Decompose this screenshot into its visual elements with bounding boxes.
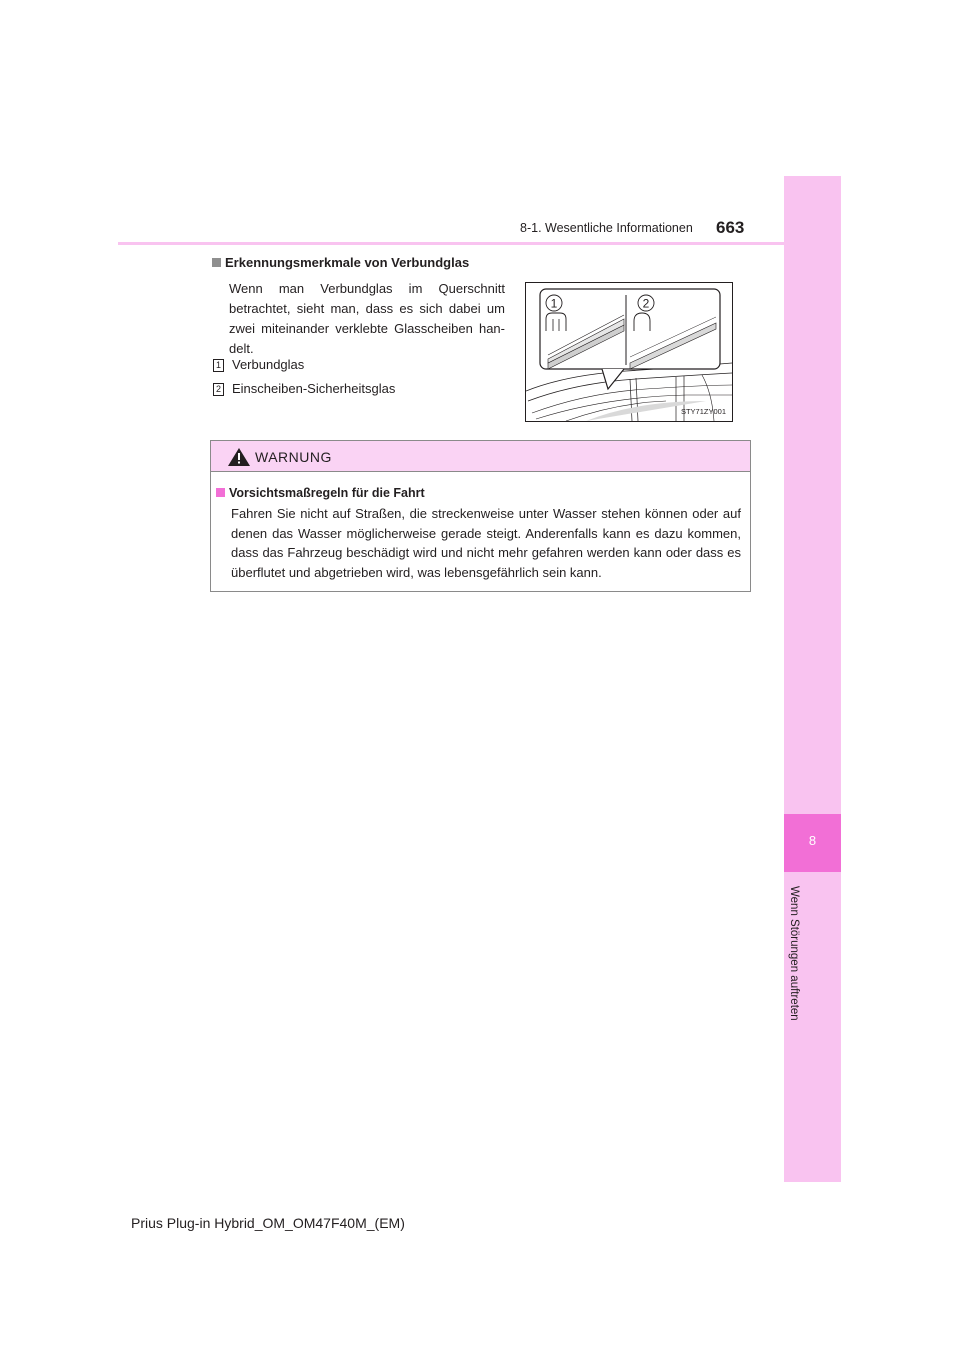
warning-subheading	[216, 486, 425, 500]
warning-title: WARNUNG	[255, 449, 332, 465]
bullet-square-icon	[212, 258, 221, 267]
warning-header	[211, 441, 750, 472]
callout-label: Einscheiben-Sicherheitsglas	[232, 381, 396, 396]
header-divider	[118, 242, 841, 245]
callout-number-icon: 1	[213, 359, 224, 372]
warning-text: Fahren Sie nicht auf Straßen, die streckenweise unter Wasser stehen können oder auf denen das Wasser möglicherweise gerade steigt. Anderenfalls kann es dazu kommen, dass das Fahrzeug beschädigt wird und nicht mehr gefahren werden kann oder dass es überflutet und abgetrieben wird, was lebensgefährlich sein kann.	[231, 506, 741, 580]
chapter-side-tab	[784, 176, 841, 1182]
warning-box	[210, 440, 751, 592]
figure-marker-1: 1	[550, 296, 558, 311]
callout-number-icon: 2	[213, 383, 224, 396]
callout-item-1	[213, 357, 304, 372]
section-paragraph: Wenn man Verbundglas im Querschnitt betrachtet, sieht man, dass es sich dabei um zwei miteinander verklebte Glasscheiben han-delt.	[229, 281, 505, 356]
chapter-title: Wenn Störungen auftreten	[788, 886, 800, 1021]
warning-subheading-text: Vorsichtsmaßregeln für die Fahrt	[229, 486, 425, 500]
section-heading-text: Erkennungsmerkmale von Verbundglas	[225, 255, 470, 270]
chapter-number-tab	[784, 814, 841, 872]
callout-label: Verbundglas	[232, 357, 305, 372]
section-heading	[212, 255, 469, 270]
bullet-square-icon	[216, 488, 225, 497]
document-footer: Prius Plug-in Hybrid_OM_OM47F40M_(EM)	[131, 1215, 405, 1231]
running-header-section: 8-1. Wesentliche Informationen	[520, 221, 693, 235]
figure-code: STY71ZY001	[680, 407, 726, 416]
figure-marker-2: 2	[642, 296, 650, 311]
chapter-number: 8	[808, 832, 817, 848]
callout-item-2	[213, 381, 395, 396]
chapter-title-vertical	[785, 886, 801, 1026]
glass-cross-section-diagram	[526, 283, 732, 421]
page-number: 663	[716, 218, 745, 237]
warning-triangle-icon	[228, 448, 250, 466]
glass-illustration	[525, 282, 733, 422]
